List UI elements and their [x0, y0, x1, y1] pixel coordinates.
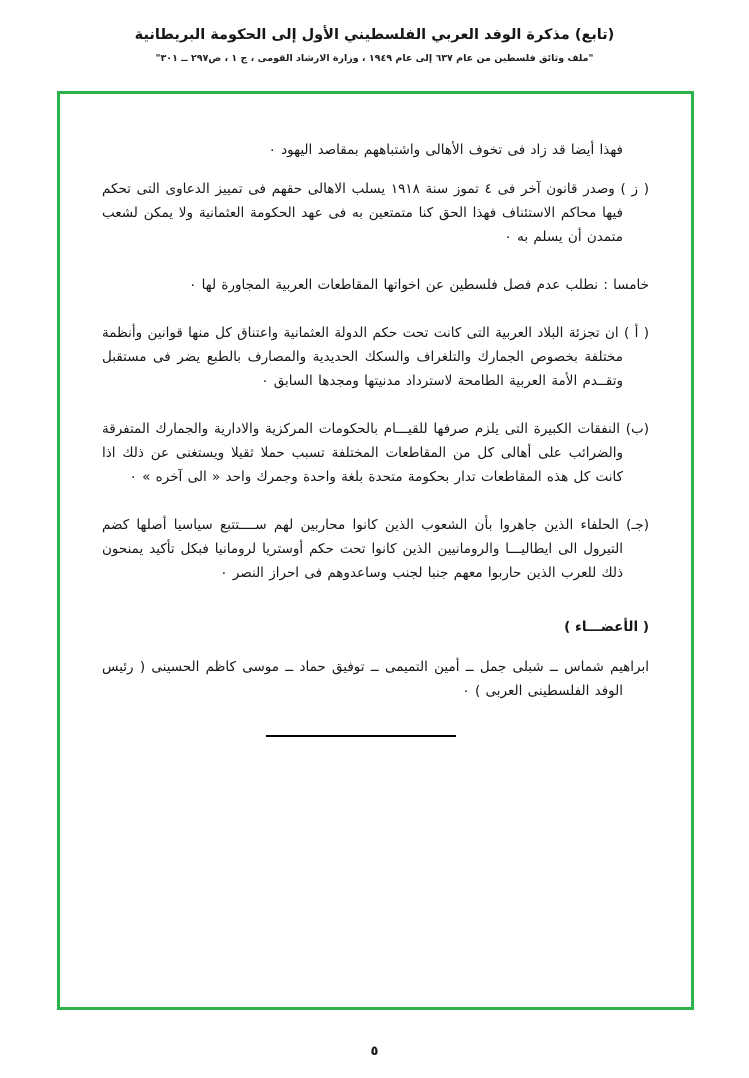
clause-z: ( ز ) وصدر قانون آخر فى ٤ تموز سنة ١٩١٨ يسلب الاهالى حقهم فى تمييز الدعاوى التى تحكم فيها محاكم الاستئناف فهذا الحق كنا متمتعين به فى عهد الحكومة العثمانية ولا يمكن لشعب متمدن أن يسلم به ٠	[102, 181, 649, 245]
clause-a: ( أ ) ان تجزئة البلاد العربية التى كانت تحت حكم الدولة العثمانية واعتناق كل منها قوانين وأنظمة مختلفة بخصوص الجمارك والتلغراف والسكك الحديدية والمصارف بالطبع يضر فى مستقبل وتقــدم الأمة العربية الطامحة لاسترداد مدنيتها ومجدها السابق ٠	[102, 325, 649, 389]
document-title: (تابع) مذكرة الوفد العربي الفلسطيني الأول إلى الحكومة البريطانية	[134, 27, 615, 43]
clause-b: (ب) النفقات الكبيرة التى يلزم صرفها للقيـــام بالحكومات المركزية والادارية والجمارك المتفرقة والضرائب على أهالى كل من المقاطعات المختلفة تسبب حملا ثقيلا ويستغنى عن ذلك اذا كانت كل هذه المقاطعات تدار بحكومة متحدة بلغة واحدة وجمرك واحد « الى آخره » ٠	[102, 421, 649, 485]
source-citation: "ملف وثائق فلسطين من عام ٦٣٧ إلى عام ١٩٤٩ ، وزارة الارشاد القومى ، ج ١ ، ص٢٩٧ ــ ٣٠١"	[155, 53, 594, 64]
clause-fifth-demand: خامسا : نطلب عدم فصل فلسطين عن اخواتها المقاطعات العربية المجاورة لها ٠	[189, 277, 649, 293]
page-header	[0, 25, 749, 64]
members-heading: ( الأعضـــاء )	[564, 619, 649, 635]
separator-rule	[266, 735, 456, 737]
page-number: ٥	[370, 1044, 379, 1059]
clause-jim: (جـ) الحلفاء الذين جاهروا بأن الشعوب الذين كانوا محاربين لهم ســــتتبع سياسيا أصلها كضم التيرول الى ايطاليـــا والرومانيين الذين كانوا تحت حكم أوستريا لرومانيا فبكل تأكيد يمنحون ذلك للعرب الذين حاربوا معهم جنبا لجنب وساعدوهم فى احراز النصر ٠	[102, 517, 649, 581]
members-list: ابراهيم شماس ــ شبلى جمل ــ أمين التميمى ــ توفيق حماد ــ موسى كاظم الحسينى ( رئيس الوفد الفلسطينى العربى ) ٠	[102, 659, 649, 699]
green-border-frame	[57, 91, 694, 1010]
paragraph-intro: فهذا أيضا قد زاد فى تخوف الأهالى واشتباههم بمقاصد اليهود ٠	[268, 142, 623, 158]
